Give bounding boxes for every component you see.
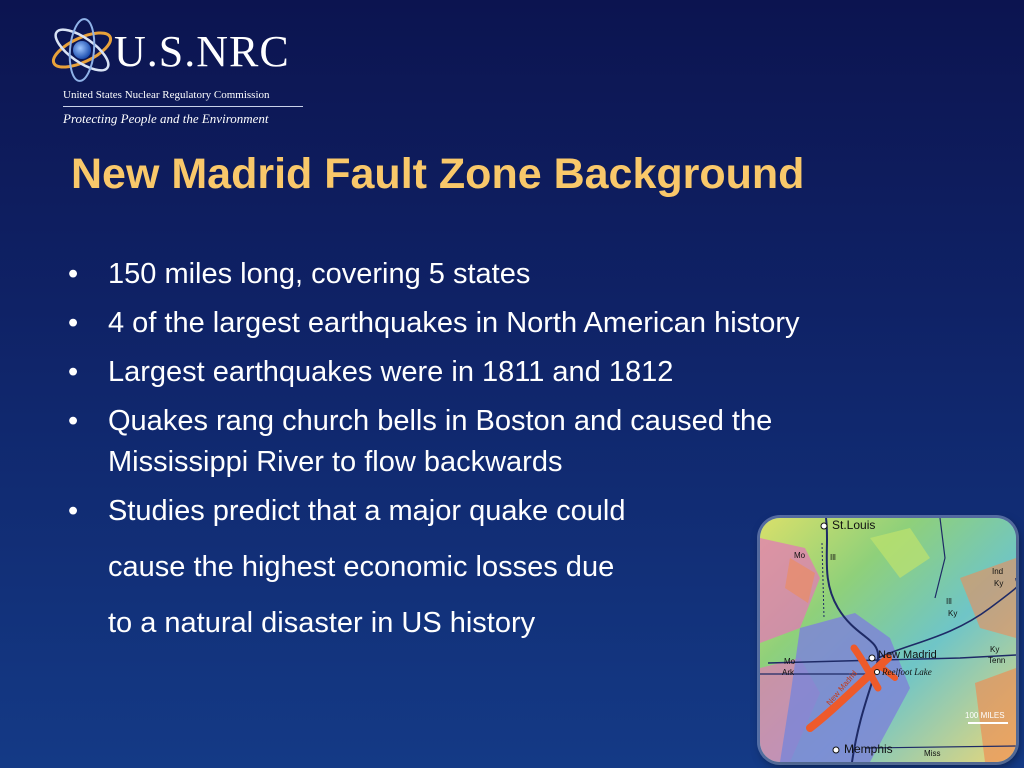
map-label-state: Ky (948, 609, 958, 618)
map-label-state: Mo (794, 551, 806, 560)
bullet-icon: • (68, 495, 79, 527)
bullet-icon: • (68, 356, 79, 388)
map-label-memphis: Memphis (844, 742, 893, 756)
logo-divider (63, 106, 303, 107)
city-dot-st-louis (821, 523, 827, 529)
atom-emblem-icon (46, 14, 118, 84)
agency-tagline: Protecting People and the Environment (63, 111, 269, 126)
bullet-icon: • (68, 307, 79, 339)
agency-full-name: United States Nuclear Regulatory Commission (63, 89, 270, 101)
map-label-state: Miss (924, 749, 941, 758)
nrc-logo (46, 14, 316, 126)
bullet-text: Quakes rang church bells in Boston and caused the (108, 405, 773, 437)
map-label-new-madrid: New Madrid (878, 649, 937, 661)
bullet-text: Largest earthquakes were in 1811 and 1812 (108, 356, 674, 388)
bullet-text: 4 of the largest earthquakes in North American history (108, 307, 800, 339)
map-label-state: Tenn (988, 656, 1006, 665)
bullet-item (68, 401, 968, 483)
map-label-state: Ill (946, 597, 952, 606)
slide-title: New Madrid Fault Zone Background (71, 150, 805, 198)
terrain-map (760, 518, 1016, 762)
fault-zone-map (760, 518, 1016, 762)
bullet-item (68, 303, 968, 344)
city-dot-reelfoot-lake (875, 670, 880, 675)
scale-label: 100 MILES (965, 711, 1005, 720)
map-label-state: Ark (782, 668, 794, 677)
scale-bar (968, 722, 1008, 724)
map-label-state: Ky (990, 645, 1000, 654)
map-label-state: Ky (994, 579, 1004, 588)
bullet-item (68, 254, 968, 295)
bullet-icon: • (68, 258, 79, 290)
city-dot-new-madrid (869, 655, 875, 661)
city-dot-memphis (833, 747, 839, 753)
bullet-icon: • (68, 405, 79, 437)
map-label-st-louis: St.Louis (832, 518, 876, 532)
agency-name: U.S.NRC (114, 27, 290, 76)
bullet-text: Mississippi River to flow backwards (108, 446, 563, 478)
map-label-state: Mo (784, 657, 796, 666)
bullet-text: 150 miles long, covering 5 states (108, 258, 531, 290)
bullet-item (68, 352, 968, 393)
bullet-text: to a natural disaster in US history (108, 607, 536, 639)
map-label-reelfoot-lake: Reelfoot Lake (882, 667, 932, 677)
bullet-text: Studies predict that a major quake could (108, 495, 626, 527)
fault-zone-label: New Madrid (824, 668, 859, 708)
map-label-state: Ill (830, 553, 836, 562)
map-label-state: Ind (992, 567, 1004, 576)
bullet-text: cause the highest economic losses due (108, 551, 615, 583)
